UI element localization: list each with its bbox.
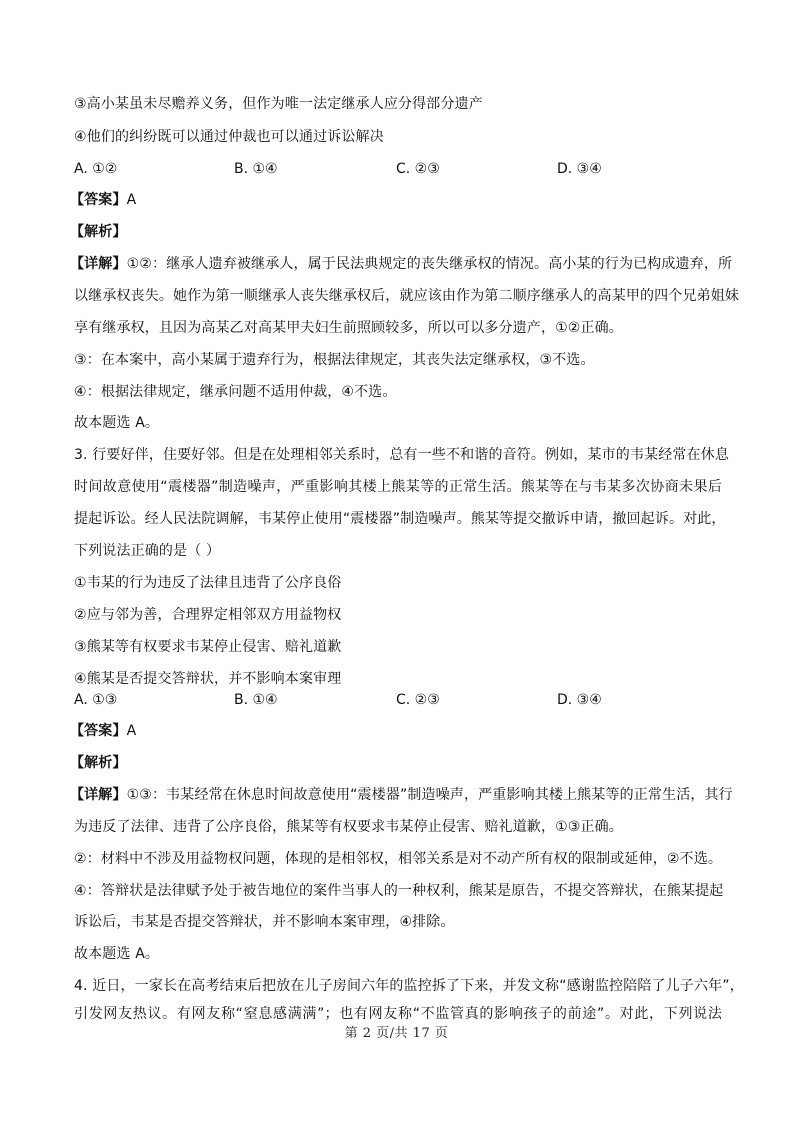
q4-stem-line-1: 4. 近日，一家长在高考结束后把放在儿子房间六年的监控拆了下来，并发文称“感谢监控陪陪了儿子六年”， — [74, 978, 744, 994]
q2-analysis-heading — [70, 223, 127, 241]
q3-choice-item-4: ④熊某是否提交答辩状，并不影响本案审理 — [74, 671, 342, 687]
detail-tag: 【详解】 — [70, 256, 127, 272]
q2-conclusion: 故本题选 A。 — [74, 415, 160, 431]
q4-stem-line-2: 引发网友热议。有网友称“窒息感满满”；也有网友称“不监管真的影响孩子的前途”。对此，下列说法 — [74, 1006, 722, 1022]
q3-option-b: B. ①④ — [234, 692, 278, 708]
q3-option-a: A. ①③ — [74, 692, 118, 708]
detail-tag: 【详解】 — [70, 787, 127, 803]
q2-answer — [70, 191, 136, 209]
q2-detail-line-5: ④：根据法律规定，继承问题不适用仲裁，④不选。 — [74, 384, 397, 400]
q3-choice-item-3: ③熊某等有权要求韦某停止侵害、赔礼道歉 — [74, 639, 342, 655]
analysis-tag: 【解析】 — [70, 755, 127, 771]
answer-tag: 【答案】 — [70, 192, 127, 208]
page-number-footer: 第 2 页/共 17 页 — [344, 1026, 449, 1041]
q3-choice-item-1: ①韦某的行为违反了法律且违背了公序良俗 — [74, 575, 342, 591]
q2-detail-line-3: 享有继承权，且因为高某乙对高某甲夫妇生前照顾较多，所以可以多分遗产，①②正确。 — [74, 320, 623, 336]
q3-detail-line-1: 【详解】①③：韦某经常在休息时间故意使用“震楼器”制造噪声，严重影响其楼上熊某等的正常生活，其行 — [70, 787, 733, 803]
analysis-tag: 【解析】 — [70, 224, 127, 240]
q3-choice-item-2: ②应与邻为善，合理界定相邻双方用益物权 — [74, 607, 342, 623]
q2-detail-line-1: 【详解】①②：继承人遗弃被继承人，属于民法典规定的丧失继承权的情况。高小某的行为已构成遗弃，所 — [70, 256, 733, 272]
q3-analysis-heading — [70, 754, 127, 772]
q3-answer — [70, 722, 136, 740]
q3-stem-line-3: 提起诉讼。经人民法院调解，韦某停止使用“震楼器”制造噪声。熊某等提交撤诉申请，撤回起诉。对此， — [74, 511, 726, 527]
answer-value: A — [126, 723, 137, 739]
answer-tag: 【答案】 — [70, 723, 127, 739]
q3-stem-line-2: 时间故意使用“震楼器”制造噪声，严重影响其楼上熊某等的正常生活。熊某等在与韦某多次协商未果后 — [74, 479, 722, 495]
q3-detail-line-3: ②：材料中不涉及用益物权问题，体现的是相邻权，相邻关系是对不动产所有权的限制或延伸，②不选。 — [74, 851, 722, 867]
q3-stem-line-1: 3. 行要好伴，住要好邻。但是在处理相邻关系时，总有一些不和谐的音符。例如，某市的韦某经常在休息 — [74, 447, 730, 463]
q2-detail-line-2: 以继承权丧失。她作为第一顺继承人丧失继承权后，就应该由作为第二顺序继承人的高某甲的四个兄弟姐妹 — [74, 288, 740, 304]
q3-detail-line-5: 诉讼后，韦某是否提交答辩状，并不影响本案审理，④排除。 — [74, 914, 455, 930]
q2-detail-line-4: ③：在本案中，高小某属于遗弃行为，根据法律规定，其丧失法定继承权，③不选。 — [74, 352, 595, 368]
q2-choice-item-4: ④他们的纠纷既可以通过仲裁也可以通过诉讼解决 — [74, 129, 384, 145]
q3-option-d: D. ③④ — [557, 692, 602, 708]
q3-conclusion: 故本题选 A。 — [74, 946, 160, 962]
q3-stem-line-4: 下列说法正确的是（ ） — [74, 543, 221, 559]
q3-detail-line-2: 为违反了法律、违背了公序良俗，熊某等有权要求韦某停止侵害、赔礼道歉，①③正确。 — [74, 819, 623, 835]
answer-value: A — [126, 192, 137, 208]
q3-detail-line-4: ④：答辩状是法律赋予处于被告地位的案件当事人的一种权利，熊某是原告，不提交答辩状，在熊某提起 — [74, 883, 724, 899]
q2-option-c: C. ②③ — [396, 161, 440, 177]
q3-option-c: C. ②③ — [396, 692, 440, 708]
q2-choice-item-3: ③高小某虽未尽赡养义务，但作为唯一法定继承人应分得部分遗产 — [74, 96, 483, 112]
q2-option-d: D. ③④ — [557, 161, 602, 177]
q2-option-a: A. ①② — [74, 161, 118, 177]
q2-option-b: B. ①④ — [234, 161, 278, 177]
